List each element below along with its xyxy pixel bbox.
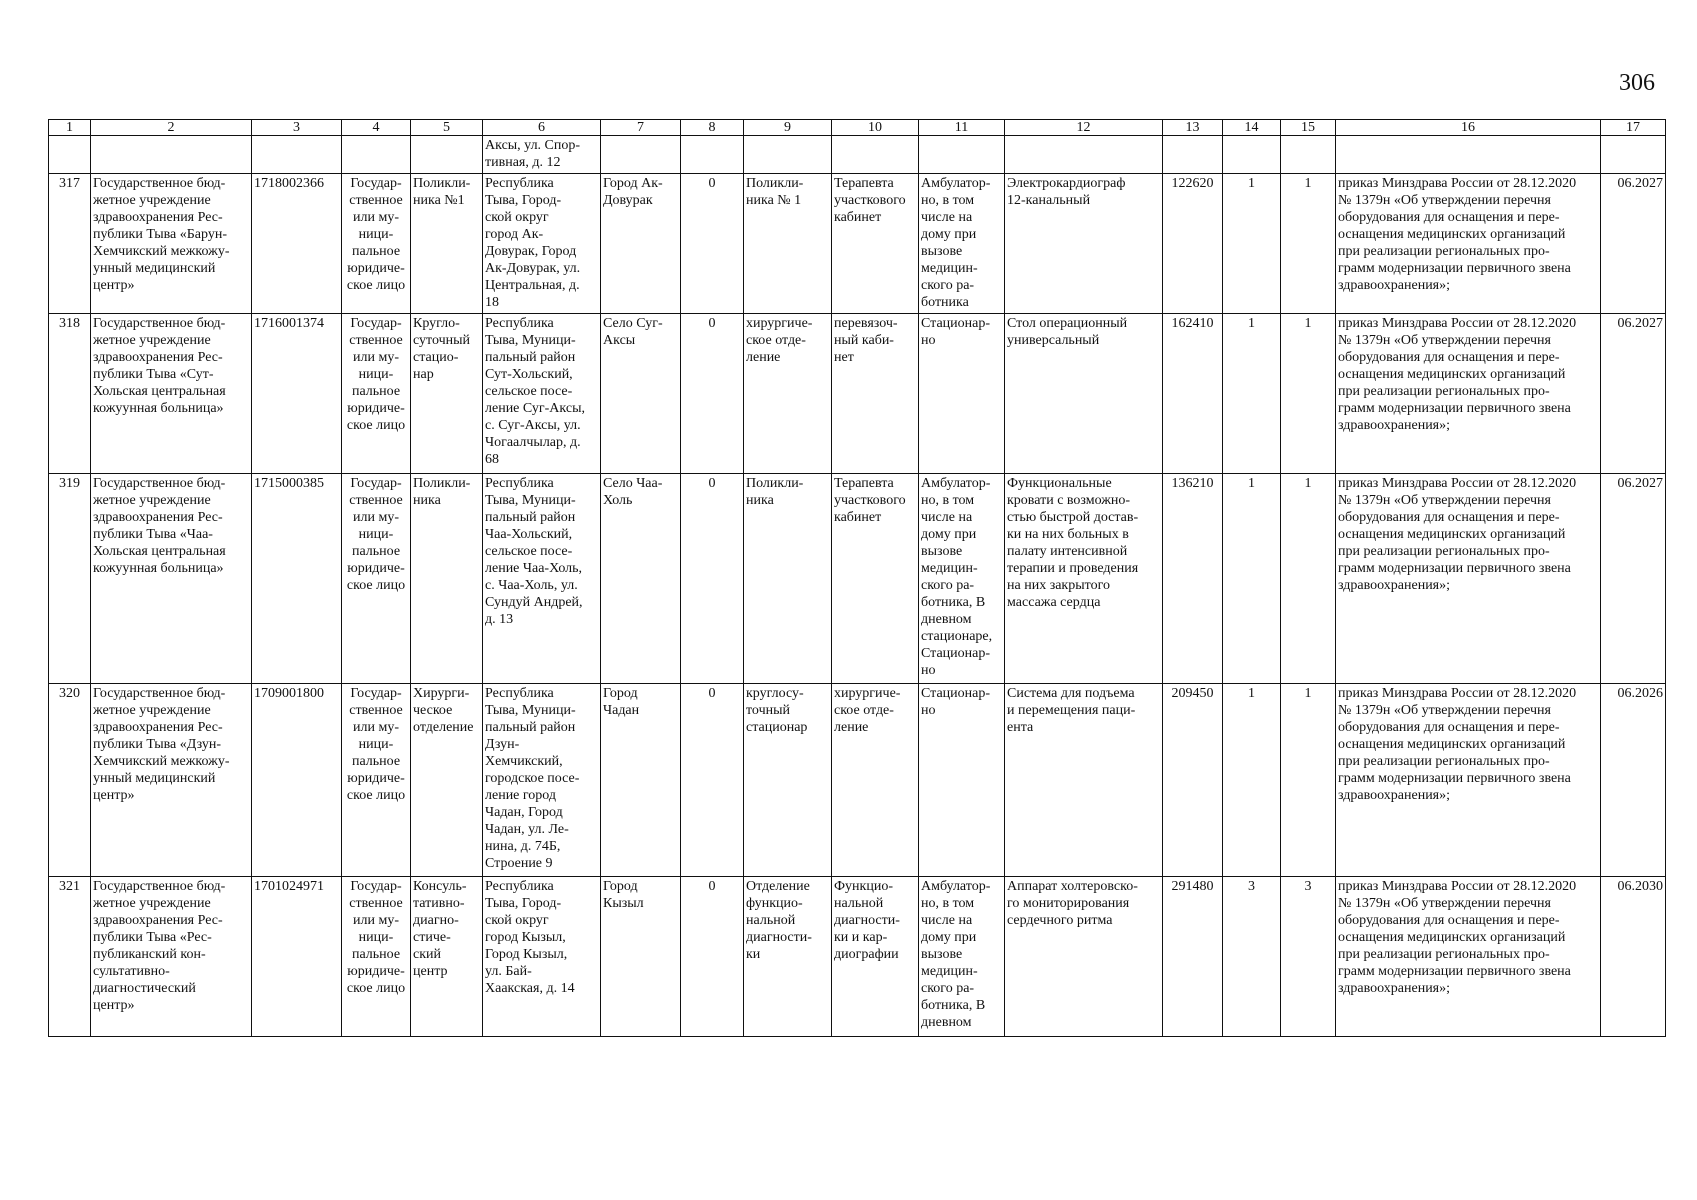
locality-cell bbox=[601, 174, 681, 314]
date-cell: 06.2027 bbox=[1601, 174, 1666, 314]
column-number: 15 bbox=[1281, 120, 1336, 136]
table-row bbox=[49, 877, 1666, 1037]
entity-type-cell bbox=[342, 314, 411, 474]
quantity-cell: 1 bbox=[1281, 174, 1336, 314]
column-8-cell: 0 bbox=[681, 877, 744, 1037]
quantity-cell: 1 bbox=[1223, 684, 1281, 877]
column-number: 8 bbox=[681, 120, 744, 136]
condition-text: Стационар- но bbox=[921, 316, 991, 348]
basis-cell bbox=[1336, 314, 1601, 474]
unit-text: Хирурги- ческое отделение bbox=[413, 686, 474, 735]
column-8-cell: 0 bbox=[681, 314, 744, 474]
equipment-text: Аппарат холтеровско- го мониторирования сердечного ритма bbox=[1007, 879, 1138, 928]
entity-type-text: Государ- ственное или му- ници- пальное юридиче- ское лицо bbox=[346, 686, 406, 803]
basis-cell bbox=[1336, 684, 1601, 877]
locality-text: Село Чаа- Холь bbox=[603, 476, 663, 508]
quantity-cell: 1 bbox=[1223, 314, 1281, 474]
basis-cell bbox=[1336, 474, 1601, 684]
equipment-cell bbox=[1005, 474, 1163, 684]
quantity-cell: 1 bbox=[1281, 474, 1336, 684]
column-number: 2 bbox=[91, 120, 252, 136]
unit-text: Консуль- тативно- диагно- стиче- ский центр bbox=[413, 879, 467, 979]
date-cell: 06.2027 bbox=[1601, 474, 1666, 684]
organization-text: Государственное бюд- жетное учреждение здравоохранения Рес- публики Тыва «Чаа- Хольская центральная кожуунная больница» bbox=[93, 476, 226, 576]
unit-cell bbox=[411, 877, 483, 1037]
condition-text: Стационар- но bbox=[921, 686, 991, 718]
inn-cell: 1701024971 bbox=[252, 877, 342, 1037]
column-number: 11 bbox=[919, 120, 1005, 136]
column-number: 4 bbox=[342, 120, 411, 136]
department-cell bbox=[744, 174, 832, 314]
cabinet-text: Терапевта участкового кабинет bbox=[834, 176, 906, 225]
equipment-cell bbox=[1005, 684, 1163, 877]
organization-cell bbox=[91, 174, 252, 314]
condition-cell bbox=[919, 314, 1005, 474]
page-number: 306 bbox=[1619, 70, 1655, 96]
entity-type-cell bbox=[342, 174, 411, 314]
locality-cell bbox=[601, 314, 681, 474]
entity-type-cell bbox=[342, 684, 411, 877]
address-text: Аксы, ул. Спор- тивная, д. 12 bbox=[485, 138, 581, 170]
cabinet-cell bbox=[832, 174, 919, 314]
unit-cell bbox=[411, 314, 483, 474]
locality-text: Город Чадан bbox=[603, 686, 640, 718]
row-number: 318 bbox=[49, 314, 91, 474]
basis-cell bbox=[1336, 174, 1601, 314]
cabinet-text: Функцио- нальной диагности- ки и кар- диографии bbox=[834, 879, 900, 962]
unit-text: Кругло- суточный стацио- нар bbox=[413, 316, 471, 382]
row-number: 317 bbox=[49, 174, 91, 314]
organization-cell bbox=[91, 877, 252, 1037]
column-number: 17 bbox=[1601, 120, 1666, 136]
organization-cell bbox=[91, 314, 252, 474]
column-number: 16 bbox=[1336, 120, 1601, 136]
column-number: 14 bbox=[1223, 120, 1281, 136]
equipment-register-table bbox=[48, 119, 1666, 1037]
entity-type-text: Государ- ственное или му- ници- пальное юридиче- ское лицо bbox=[346, 316, 406, 433]
entity-type-text: Государ- ственное или му- ници- пальное юридиче- ское лицо bbox=[346, 476, 406, 593]
cabinet-text: хирургиче- ское отде- ление bbox=[834, 686, 901, 735]
inn-cell: 1716001374 bbox=[252, 314, 342, 474]
department-text: Поликли- ника bbox=[746, 476, 804, 508]
organization-text: Государственное бюд- жетное учреждение здравоохранения Рес- публики Тыва «Барун- Хемчикский межкожу- унный медицинский центр» bbox=[93, 176, 230, 293]
organization-text: Государственное бюд- жетное учреждение здравоохранения Рес- публики Тыва «Сут- Хольская центральная кожуунная больница» bbox=[93, 316, 226, 416]
continuation-address-cell bbox=[483, 136, 601, 174]
entity-type-cell bbox=[342, 877, 411, 1037]
equipment-cell bbox=[1005, 877, 1163, 1037]
locality-cell bbox=[601, 474, 681, 684]
column-number: 12 bbox=[1005, 120, 1163, 136]
column-number: 9 bbox=[744, 120, 832, 136]
basis-text: приказ Минздрава России от 28.12.2020 № 1379н «Об утверждении перечня оборудования для оснащения и пере- оснащения медицинских организаций при реализации региональных про- грамм модернизации первичного звена здравоохранения»; bbox=[1338, 879, 1577, 996]
cabinet-cell bbox=[832, 877, 919, 1037]
equipment-cell bbox=[1005, 174, 1163, 314]
condition-text: Амбулатор- но, в том числе на дому при вызове медицин- ского ра- ботника, В дневном bbox=[921, 879, 991, 1030]
condition-text: Амбулатор- но, в том числе на дому при вызове медицин- ского ра- ботника bbox=[921, 176, 991, 310]
equipment-text: Система для подъема и перемещения паци- ента bbox=[1007, 686, 1136, 735]
column-8-cell: 0 bbox=[681, 174, 744, 314]
continuation-row bbox=[49, 136, 1666, 174]
address-text: Республика Тыва, Муници- пальный район Чаа-Хольский, сельское посе- ление Чаа-Холь, с. Чаа-Холь, ул. Сундуй Андрей, д. 13 bbox=[485, 476, 583, 627]
equipment-cell bbox=[1005, 314, 1163, 474]
quantity-cell: 1 bbox=[1281, 684, 1336, 877]
address-text: Республика Тыва, Муници- пальный район Сут-Хольский, сельское посе- ление Суг-Аксы, с. Суг-Аксы, ул. Чогаалчылар, д. 68 bbox=[485, 316, 585, 467]
column-number: 1 bbox=[49, 120, 91, 136]
equipment-text: Стол операционный универсальный bbox=[1007, 316, 1128, 348]
locality-text: Село Суг- Аксы bbox=[603, 316, 663, 348]
table-row bbox=[49, 314, 1666, 474]
date-cell: 06.2027 bbox=[1601, 314, 1666, 474]
department-text: хирургиче- ское отде- ление bbox=[746, 316, 813, 365]
quantity-cell: 1 bbox=[1223, 174, 1281, 314]
basis-text: приказ Минздрава России от 28.12.2020 № 1379н «Об утверждении перечня оборудования для оснащения и пере- оснащения медицинских организаций при реализации региональных про- грамм модернизации первичного звена здравоохранения»; bbox=[1338, 686, 1577, 803]
column-number: 10 bbox=[832, 120, 919, 136]
organization-cell bbox=[91, 474, 252, 684]
column-number: 7 bbox=[601, 120, 681, 136]
address-cell bbox=[483, 877, 601, 1037]
basis-text: приказ Минздрава России от 28.12.2020 № 1379н «Об утверждении перечня оборудования для оснащения и пере- оснащения медицинских организаций при реализации региональных про- грамм модернизации первичного звена здравоохранения»; bbox=[1338, 316, 1577, 433]
basis-text: приказ Минздрава России от 28.12.2020 № 1379н «Об утверждении перечня оборудования для оснащения и пере- оснащения медицинских организаций при реализации региональных про- грамм модернизации первичного звена здравоохранения»; bbox=[1338, 176, 1577, 293]
organization-text: Государственное бюд- жетное учреждение здравоохранения Рес- публики Тыва «Рес- публиканский кон- сультативно- диагностический центр» bbox=[93, 879, 226, 1013]
cabinet-cell bbox=[832, 684, 919, 877]
condition-cell bbox=[919, 877, 1005, 1037]
date-cell: 06.2026 bbox=[1601, 684, 1666, 877]
code-cell: 209450 bbox=[1163, 684, 1223, 877]
row-number: 319 bbox=[49, 474, 91, 684]
address-cell bbox=[483, 474, 601, 684]
address-cell bbox=[483, 684, 601, 877]
unit-cell bbox=[411, 474, 483, 684]
address-cell bbox=[483, 314, 601, 474]
column-number: 13 bbox=[1163, 120, 1223, 136]
row-number: 320 bbox=[49, 684, 91, 877]
unit-text: Поликли- ника №1 bbox=[413, 176, 471, 208]
locality-text: Город Ак- Довурак bbox=[603, 176, 663, 208]
department-cell bbox=[744, 474, 832, 684]
basis-text: приказ Минздрава России от 28.12.2020 № 1379н «Об утверждении перечня оборудования для оснащения и пере- оснащения медицинских организаций при реализации региональных про- грамм модернизации первичного звена здравоохранения»; bbox=[1338, 476, 1577, 593]
unit-cell bbox=[411, 174, 483, 314]
table-row bbox=[49, 684, 1666, 877]
quantity-cell: 3 bbox=[1281, 877, 1336, 1037]
cabinet-text: перевязоч- ный каби- нет bbox=[834, 316, 898, 365]
condition-text: Амбулатор- но, в том числе на дому при вызове медицин- ского ра- ботника, В дневном стационаре, Стационар- но bbox=[921, 476, 993, 678]
column-number: 5 bbox=[411, 120, 483, 136]
code-cell: 291480 bbox=[1163, 877, 1223, 1037]
quantity-cell: 1 bbox=[1281, 314, 1336, 474]
code-cell: 122620 bbox=[1163, 174, 1223, 314]
column-number: 6 bbox=[483, 120, 601, 136]
locality-cell bbox=[601, 877, 681, 1037]
code-cell: 136210 bbox=[1163, 474, 1223, 684]
inn-cell: 1715000385 bbox=[252, 474, 342, 684]
department-text: Поликли- ника № 1 bbox=[746, 176, 804, 208]
inn-cell: 1718002366 bbox=[252, 174, 342, 314]
quantity-cell: 1 bbox=[1223, 474, 1281, 684]
quantity-cell: 3 bbox=[1223, 877, 1281, 1037]
column-number: 3 bbox=[252, 120, 342, 136]
address-text: Республика Тыва, Город- ской округ город Кызыл, Город Кызыл, ул. Бай- Хаакская, д. 14 bbox=[485, 879, 575, 996]
organization-cell bbox=[91, 684, 252, 877]
condition-cell bbox=[919, 684, 1005, 877]
basis-cell bbox=[1336, 877, 1601, 1037]
cabinet-cell bbox=[832, 474, 919, 684]
unit-cell bbox=[411, 684, 483, 877]
condition-cell bbox=[919, 474, 1005, 684]
department-text: Отделение функцио- нальной диагности- ки bbox=[746, 879, 812, 962]
entity-type-text: Государ- ственное или му- ници- пальное юридиче- ское лицо bbox=[346, 879, 406, 996]
locality-text: Город Кызыл bbox=[603, 879, 644, 911]
address-cell bbox=[483, 174, 601, 314]
entity-type-text: Государ- ственное или му- ници- пальное юридиче- ское лицо bbox=[346, 176, 406, 293]
address-text: Республика Тыва, Город- ской округ город Ак- Довурак, Город Ак-Довурак, ул. Центральная, д. 18 bbox=[485, 176, 581, 310]
column-8-cell: 0 bbox=[681, 684, 744, 877]
cabinet-text: Терапевта участкового кабинет bbox=[834, 476, 906, 525]
department-cell bbox=[744, 314, 832, 474]
date-cell: 06.2030 bbox=[1601, 877, 1666, 1037]
inn-cell: 1709001800 bbox=[252, 684, 342, 877]
unit-text: Поликли- ника bbox=[413, 476, 471, 508]
column-8-cell: 0 bbox=[681, 474, 744, 684]
address-text: Республика Тыва, Муници- пальный район Дзун- Хемчикский, городское посе- ление город Чадан, Город Чадан, ул. Ле- нина, д. 74Б, Строение 9 bbox=[485, 686, 580, 871]
row-number: 321 bbox=[49, 877, 91, 1037]
entity-type-cell bbox=[342, 474, 411, 684]
department-text: круглосу- точный стационар bbox=[746, 686, 808, 735]
table-row bbox=[49, 474, 1666, 684]
code-cell: 162410 bbox=[1163, 314, 1223, 474]
department-cell bbox=[744, 684, 832, 877]
condition-cell bbox=[919, 174, 1005, 314]
equipment-text: Электрокардиограф 12-канальный bbox=[1007, 176, 1126, 208]
table-row bbox=[49, 174, 1666, 314]
department-cell bbox=[744, 877, 832, 1037]
organization-text: Государственное бюд- жетное учреждение здравоохранения Рес- публики Тыва «Дзун- Хемчикский межкожу- унный медицинский центр» bbox=[93, 686, 230, 803]
locality-cell bbox=[601, 684, 681, 877]
cabinet-cell bbox=[832, 314, 919, 474]
equipment-text: Функциональные кровати с возможно- стью быстрой достав- ки на них больных в палату интенсивной терапии и проведения на них закрытого массажа сердца bbox=[1007, 476, 1139, 610]
column-number-row bbox=[49, 120, 1666, 136]
